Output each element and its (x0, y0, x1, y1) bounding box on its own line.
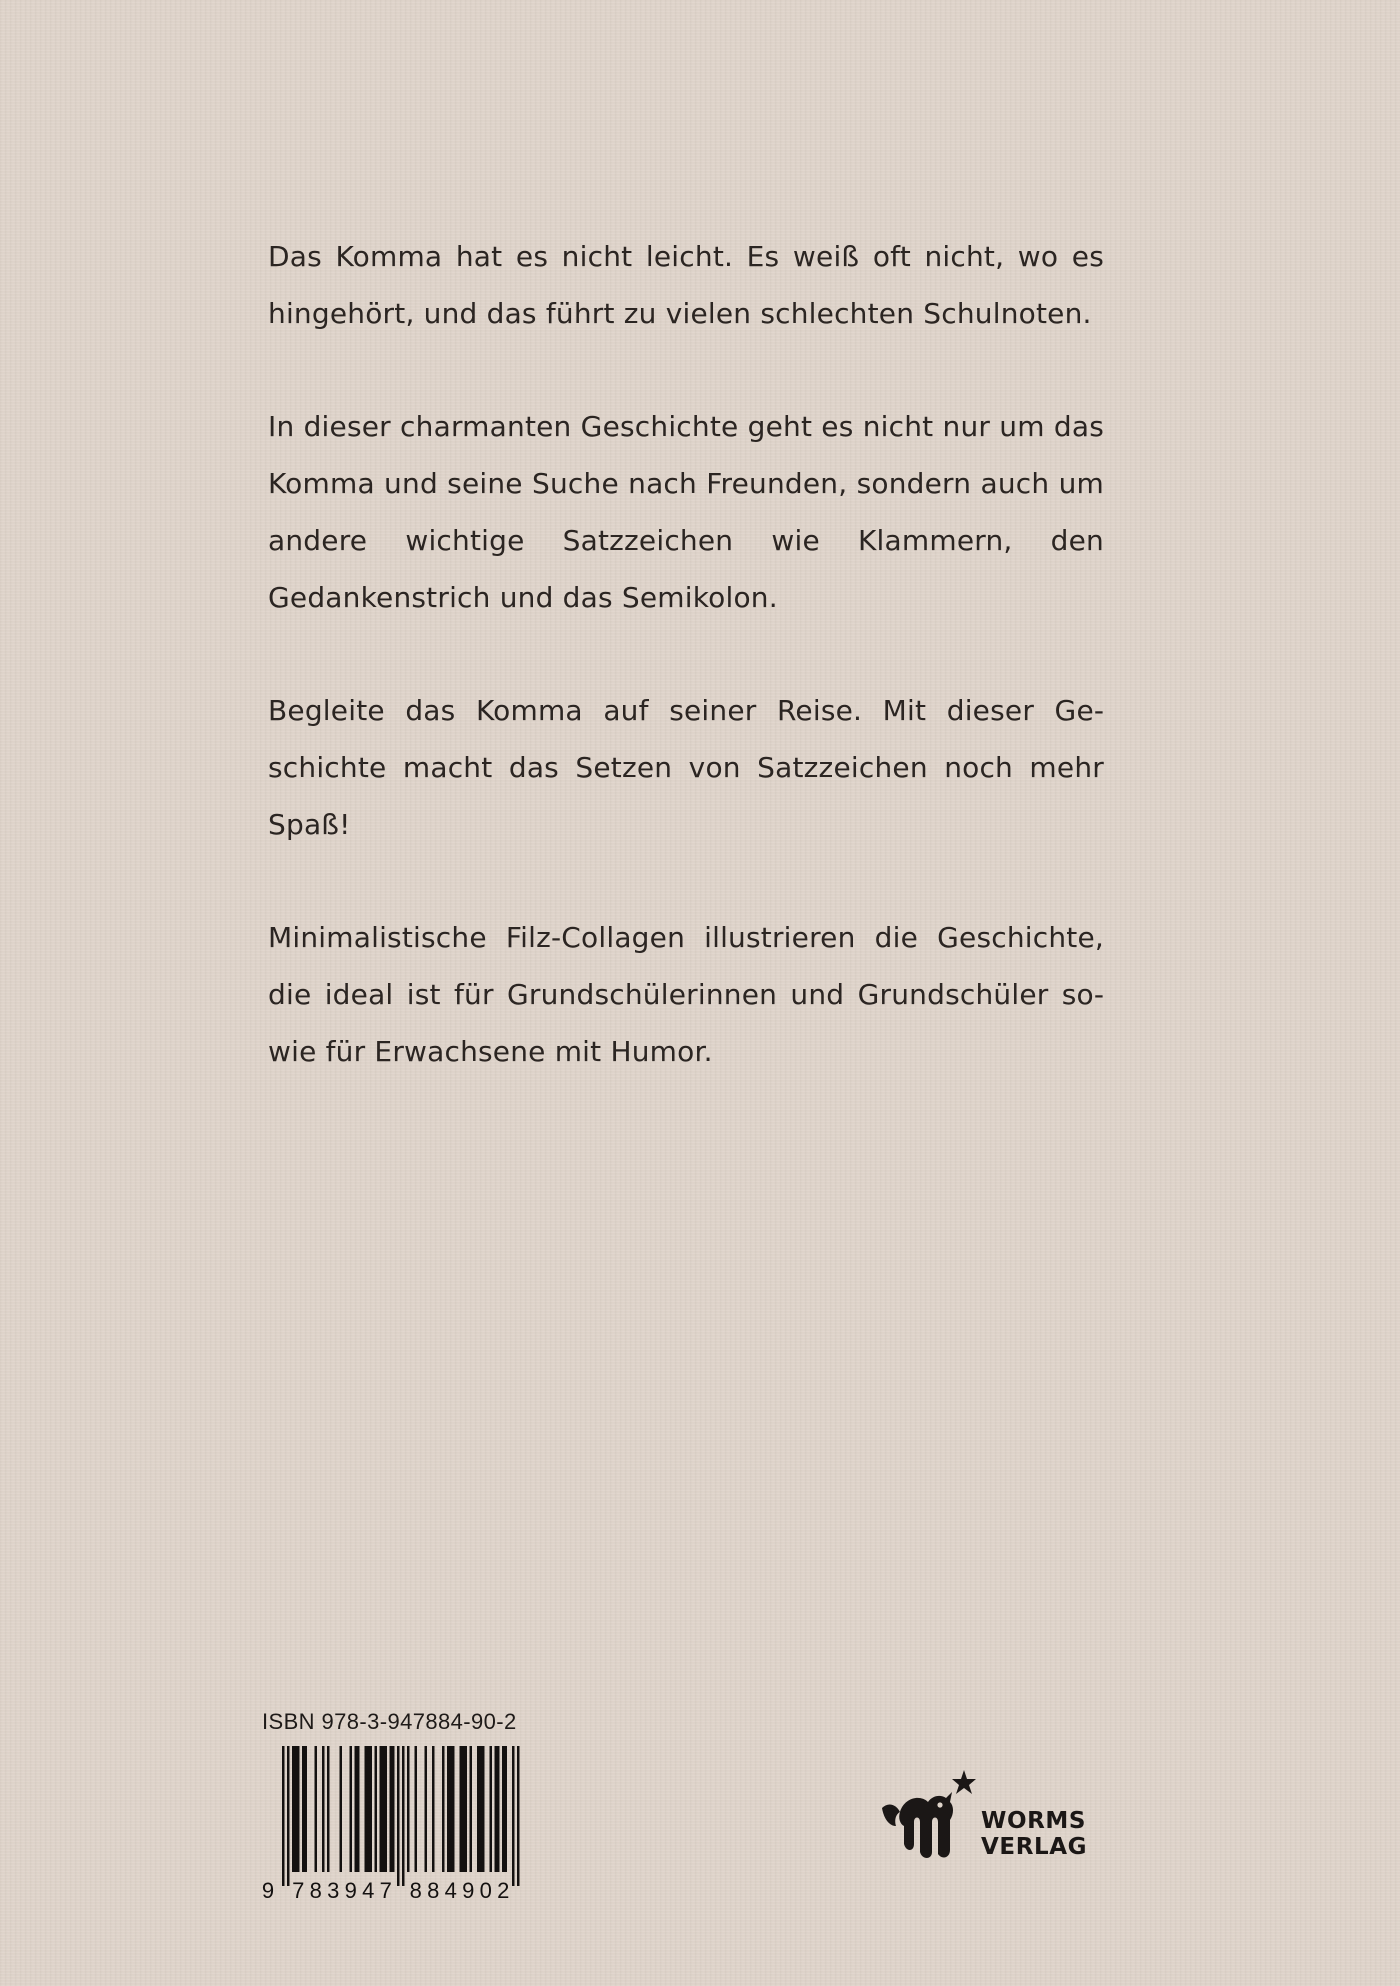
barcode-digit: 7 (292, 1878, 305, 1902)
barcode-bar (460, 1746, 463, 1872)
barcode-digit: 0 (479, 1878, 492, 1902)
barcode-bar (305, 1746, 308, 1872)
barcode-bar (495, 1746, 498, 1872)
barcode-bar (297, 1746, 300, 1872)
barcode-bar (365, 1746, 368, 1872)
barcode-bar (367, 1746, 370, 1872)
barcode-bar (350, 1746, 353, 1872)
barcode-bar (517, 1746, 520, 1886)
barcode-bar (477, 1746, 480, 1872)
barcode-digit: 7 (379, 1878, 392, 1902)
barcode-bar (375, 1746, 378, 1872)
barcode-bar (385, 1746, 388, 1872)
barcode-bar (357, 1746, 360, 1872)
barcode-bar (340, 1746, 343, 1872)
barcode-bar (282, 1746, 285, 1886)
barcode-bar (470, 1746, 473, 1872)
barcode-bar (390, 1746, 393, 1872)
barcode-bar (407, 1746, 410, 1872)
blurb-paragraph-1: Das Komma hat es nicht leicht. Es weiß oft nicht, wo es hingehört, und das führt zu vielen schlechten Schulnoten. (268, 240, 1104, 330)
barcode-bar (397, 1746, 400, 1886)
barcode-bar (490, 1746, 493, 1872)
barcode-bar (322, 1746, 325, 1872)
blurb-paragraph-4: Minimalistische Filz-Collagen illustrieren die Geschichte, die ideal ist für Grundschülerinnen und Grundschüler sowie für Erwachsene mit Humor. (268, 921, 1104, 1068)
barcode-bar (292, 1746, 295, 1872)
barcode-digit: 8 (427, 1878, 440, 1902)
barcode-bar (355, 1746, 358, 1872)
isbn-barcode (260, 1746, 530, 1902)
publisher-name-line1: WORMS (981, 1808, 1087, 1834)
publisher-logo (878, 1768, 1108, 1864)
barcode-digit: 4 (362, 1878, 375, 1902)
barcode-bar (315, 1746, 318, 1872)
barcode-digit: 9 (261, 1878, 275, 1902)
barcode-bar (327, 1746, 330, 1872)
blurb-text (268, 228, 1104, 1136)
barcode-bar (382, 1746, 385, 1872)
barcode-bar (432, 1746, 435, 1872)
barcode-bar (450, 1746, 453, 1872)
barcode-bar (502, 1746, 505, 1872)
dragon-star-logo-icon (878, 1768, 978, 1864)
barcode-bar (480, 1746, 483, 1872)
barcode-bar (295, 1746, 298, 1872)
barcode-bar (512, 1746, 515, 1886)
barcode-bar (392, 1746, 395, 1872)
barcode-digit: 3 (327, 1878, 340, 1902)
barcode-digit: 4 (444, 1878, 457, 1902)
barcode-bar (370, 1746, 373, 1872)
publisher-name-line2: VERLAG (981, 1834, 1088, 1860)
barcode-bar (287, 1746, 290, 1886)
barcode-digit: 8 (409, 1878, 422, 1902)
barcode-digit: 9 (462, 1878, 475, 1902)
barcode-bar (462, 1746, 465, 1872)
barcode-bar (380, 1746, 383, 1872)
barcode-bar (452, 1746, 455, 1872)
barcode-digit: 2 (497, 1878, 510, 1902)
barcode-graphic (260, 1746, 530, 1902)
barcode-bar (425, 1746, 428, 1872)
barcode-bar (302, 1746, 305, 1872)
barcode-bar (497, 1746, 500, 1872)
barcode-bar (442, 1746, 445, 1872)
barcode-digit: 8 (309, 1878, 322, 1902)
isbn-label: ISBN 978-3-947884-90-2 (262, 1709, 517, 1734)
blurb-paragraph-3: Begleite das Komma auf seiner Reise. Mit dieser Geschichte macht das Setzen von Satzzeichen noch mehr Spaß! (268, 694, 1104, 841)
barcode-bar (465, 1746, 468, 1872)
barcode-bar (482, 1746, 485, 1872)
barcode-bar (415, 1746, 418, 1872)
barcode-bar (402, 1746, 405, 1886)
barcode-digit: 9 (344, 1878, 357, 1902)
barcode-bar (505, 1746, 508, 1872)
blurb-paragraph-2: In dieser charmanten Geschichte geht es nicht nur um das Komma und seine Suche nach Freunden, sondern auch um andere wichtige Satzzeichen wie Klammern, den Gedankenstrich und das Semikolon. (268, 410, 1104, 614)
barcode-bar (447, 1746, 450, 1872)
publisher-name (981, 1808, 1087, 1860)
